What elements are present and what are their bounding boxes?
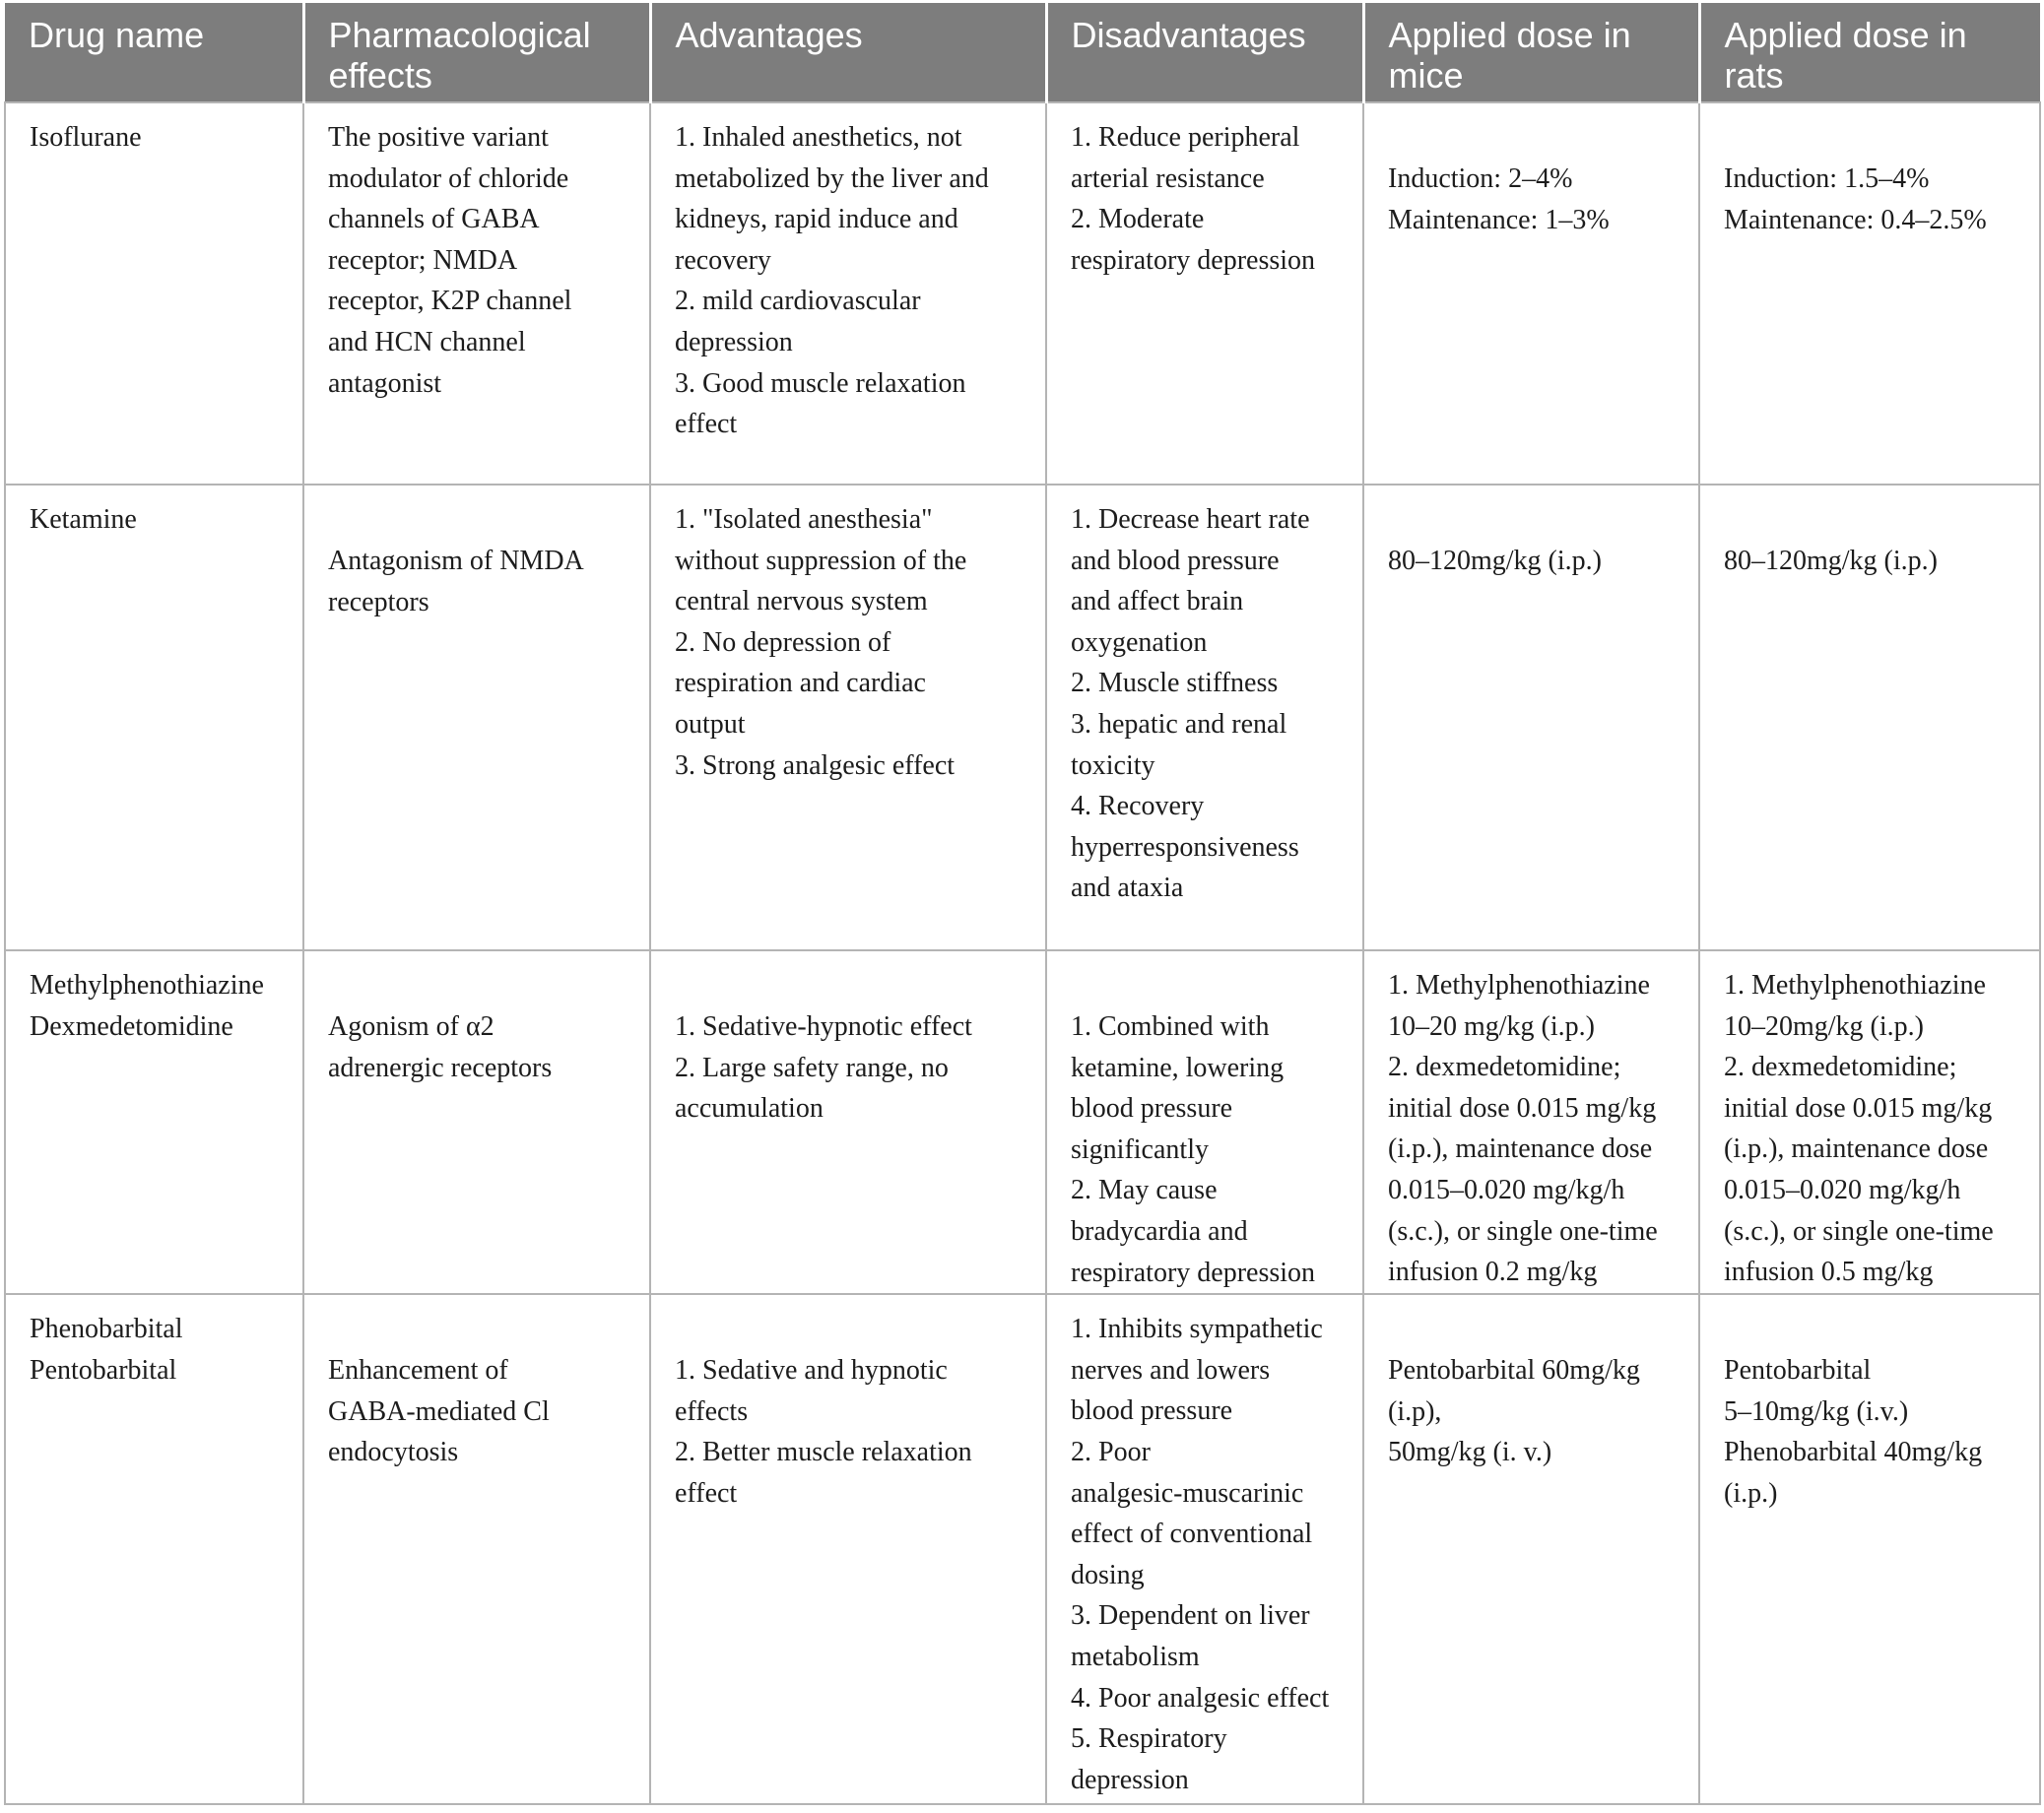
cell-dose-mice: Pentobarbital 60mg/kg (i.p), 50mg/kg (i. v.)	[1363, 1294, 1699, 1804]
header-row	[5, 3, 2040, 102]
cell-pharmacological-effects: Antagonism of NMDA receptors	[303, 485, 650, 950]
cell-disadvantages: 1. Inhibits sympathetic nerves and lowers blood pressure 2. Poor analgesic-muscarinic effect of conventional dosing 3. Dependent on liver metabolism 4. Poor analgesic effect 5. Respiratory depression	[1046, 1294, 1363, 1804]
cell-pharmacological-effects: The positive variant modulator of chloride channels of GABA receptor; NMDA receptor, K2P channel and HCN channel antagonist	[303, 102, 650, 485]
header-advantages: Advantages	[650, 3, 1046, 102]
table-row	[5, 1294, 2040, 1804]
cell-dose-rats: Induction: 1.5–4% Maintenance: 0.4–2.5%	[1699, 102, 2040, 485]
cell-drug-name: Ketamine	[5, 485, 303, 950]
cell-dose-mice: 80–120mg/kg (i.p.)	[1363, 485, 1699, 950]
cell-drug-name: Phenobarbital Pentobarbital	[5, 1294, 303, 1804]
table-body	[5, 102, 2040, 1804]
header-disadvantages: Disadvantages	[1046, 3, 1363, 102]
cell-dose-rats: 1. Methylphenothiazine 10–20mg/kg (i.p.) 2. dexmedetomidine; initial dose 0.015 mg/kg (i.p.), maintenance dose 0.015–0.020 mg/kg/h (s.c.), or single one-time infusion 0.5 mg/kg	[1699, 950, 2040, 1294]
table-row	[5, 950, 2040, 1294]
cell-dose-rats: Pentobarbital 5–10mg/kg (i.v.) Phenobarbital 40mg/kg (i.p.)	[1699, 1294, 2040, 1804]
cell-pharmacological-effects: Enhancement of GABA-mediated Cl endocytosis	[303, 1294, 650, 1804]
header-dose-mice: Applied dose in mice	[1363, 3, 1699, 102]
cell-dose-mice: 1. Methylphenothiazine 10–20 mg/kg (i.p.) 2. dexmedetomidine; initial dose 0.015 mg/kg (i.p.), maintenance dose 0.015–0.020 mg/kg/h (s.c.), or single one-time infusion 0.2 mg/kg	[1363, 950, 1699, 1294]
table-row	[5, 102, 2040, 485]
cell-advantages: 1. Sedative and hypnotic effects 2. Better muscle relaxation effect	[650, 1294, 1046, 1804]
cell-pharmacological-effects: Agonism of α2 adrenergic receptors	[303, 950, 650, 1294]
cell-drug-name: Isoflurane	[5, 102, 303, 485]
cell-dose-rats: 80–120mg/kg (i.p.)	[1699, 485, 2040, 950]
cell-advantages: 1. Sedative-hypnotic effect 2. Large safety range, no accumulation	[650, 950, 1046, 1294]
table-row	[5, 485, 2040, 950]
cell-disadvantages: 1. Decrease heart rate and blood pressure and affect brain oxygenation 2. Muscle stiffness 3. hepatic and renal toxicity 4. Recovery hyperresponsiveness and ataxia	[1046, 485, 1363, 950]
header-dose-rats: Applied dose in rats	[1699, 3, 2040, 102]
header-drug-name: Drug name	[5, 3, 303, 102]
cell-disadvantages: 1. Combined with ketamine, lowering blood pressure significantly 2. May cause bradycardia and respiratory depression	[1046, 950, 1363, 1294]
cell-dose-mice: Induction: 2–4% Maintenance: 1–3%	[1363, 102, 1699, 485]
cell-drug-name: Methylphenothiazine Dexmedetomidine	[5, 950, 303, 1294]
cell-advantages: 1. Inhaled anesthetics, not metabolized by the liver and kidneys, rapid induce and recovery 2. mild cardiovascular depression 3. Good muscle relaxation effect	[650, 102, 1046, 485]
header-pharmacological-effects: Pharmacological effects	[303, 3, 650, 102]
cell-disadvantages: 1. Reduce peripheral arterial resistance 2. Moderate respiratory depression	[1046, 102, 1363, 485]
drug-comparison-table	[4, 3, 2041, 1805]
table-header	[5, 3, 2040, 102]
cell-advantages: 1. "Isolated anesthesia" without suppression of the central nervous system 2. No depression of respiration and cardiac output 3. Strong analgesic effect	[650, 485, 1046, 950]
